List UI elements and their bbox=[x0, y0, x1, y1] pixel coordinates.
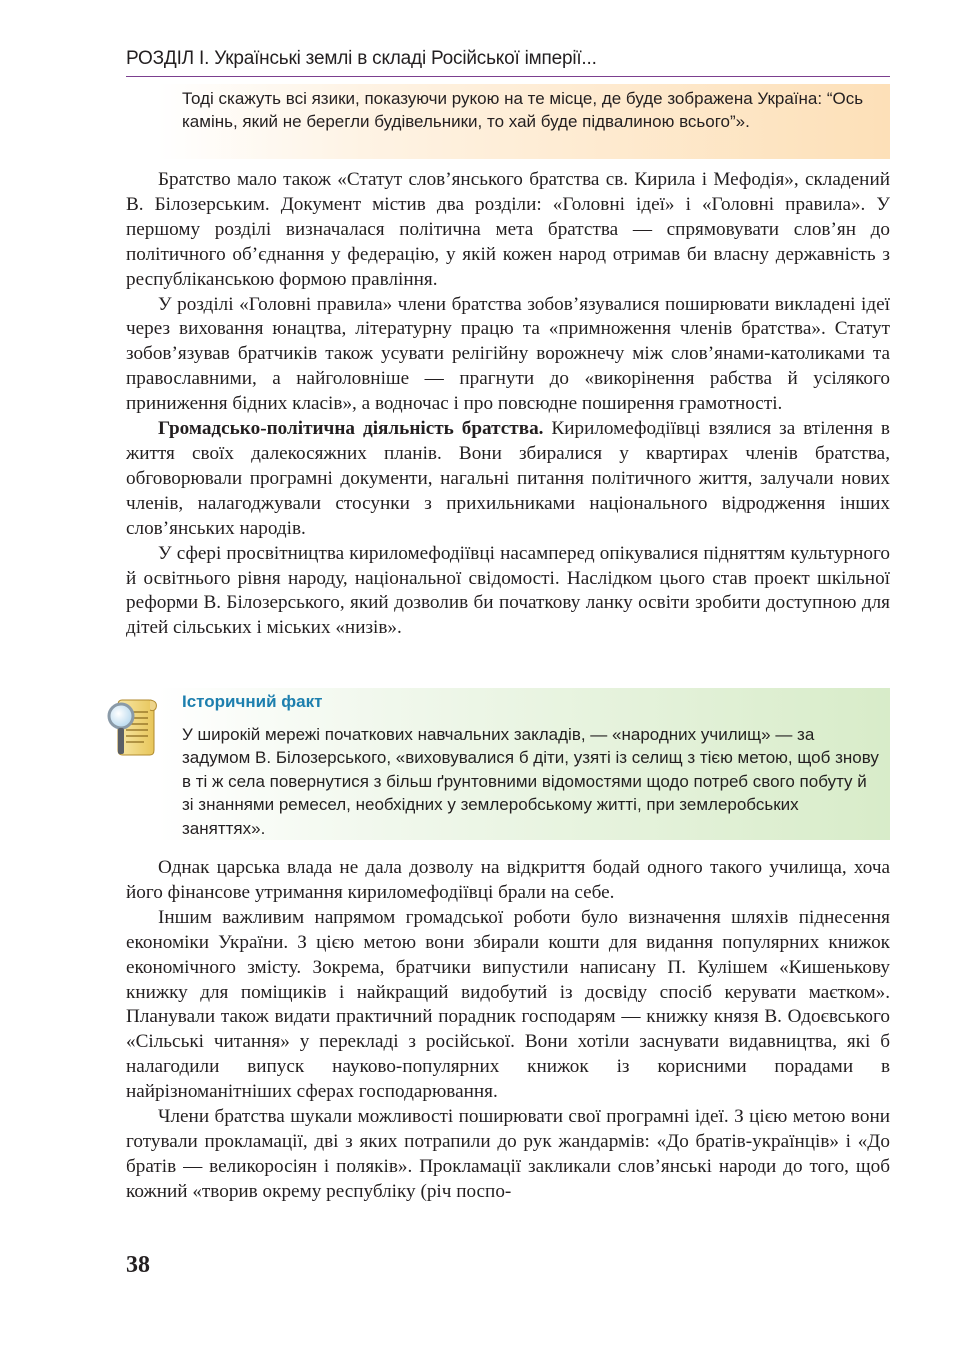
page-number: 38 bbox=[126, 1252, 150, 1278]
historical-fact-text: У широкій мережі початкових навчальних закладів, — «народних училищ» — за задумом В. Білозерського, «виховувалися б діти, узяті із селищ з тією метою, щоб знову в ті ж села повернутися з більш ґрунтовними відомостями щодо потреб свого побуту й зі знаннями ремесел, необхідних у землеробському житті, при землеробських заняттях». bbox=[182, 725, 879, 838]
paragraph: У сфері просвітництва кириломефодіївці насамперед опікувалися підняттям культурного й освітнього рівня народу, національної свідомості. Наслідком цього став проект шкільної реформи В. Білозерського, який дозволив би початкову ланку освіти зробити доступною для дітей сільських і міських «низів». bbox=[126, 542, 890, 639]
body-section-top bbox=[126, 168, 890, 641]
paragraph-lead: Громадсько-політична діяльність братства. bbox=[158, 418, 544, 440]
paragraph-activity bbox=[126, 417, 890, 542]
chapter-header: РОЗДІЛ І. Українські землі в складі Російської імперії... bbox=[126, 48, 597, 69]
header-rule bbox=[126, 76, 890, 77]
quote-text: Тоді скажуть всі язики, показуючи рукою на те місце, де буде зображена Україна: “Ось камінь, який не берегли будівельники, то хай буде підвалиною всього”». bbox=[182, 89, 864, 131]
paragraph-text: Кириломефодіївці взялися за втілення в життя своїх далекосяжних планів. Вони збиралися у квартирах членів братства, обговорювали програмні документи, нагальні питання політичного життя, залучали нових членів, налагоджували стосунки з прихильниками національного відродження інших слов’янських народів. bbox=[126, 418, 890, 539]
scroll-magnifier-icon bbox=[104, 692, 164, 762]
paragraph: Члени братства шукали можливості поширювати свої програмні ідеї. З цією метою вони готували прокламації, дві з яких потрапили до рук жандармів: «До братів-українців» і «До братів — великоросіян і поляків». Прокламації закликали слов’янські народи до того, щоб кожний «творив окрему республіку (річ поспо- bbox=[126, 1106, 890, 1202]
paragraph: Іншим важливим напрямом громадської роботи було визначення шляхів піднесення економіки України. З цією метою вони збирали кошти для видання популярних книжок економічного змісту. Зокрема, братчики випустили написану П. Кулішем «Кишенькову книжку для поміщиків і найкращий видобутий із досвіду спосіб керувати маєтком». Планували також видати практичний порадник господарям — книжку князя В. Одоєвського «Сільські читання» у перекладі з російської. Вони хотіли заснувати видавництва, які б налагодили випуск науково-популярних книжок із корисними порадами в найрізноманітніших сферах господарювання. bbox=[126, 906, 890, 1103]
paragraph: Братство мало також «Статут слов’янського братства св. Кирила і Мефодія», складений В. Білозерським. Документ містив два розділи: «Головні ідеї» і «Головні правила». У першому розділі визначалася політична мета братства — спрямовувати слов’ян до політичного об’єднання у федерацію, у якій кожен народ отримав би власну державність з республіканською формою правління. bbox=[126, 169, 890, 290]
paragraph: Однак царська влада не дала дозволу на відкриття бодай одного такого училища, хоча його фінансове утримання кириломефодіївці брали на себе. bbox=[126, 857, 890, 903]
historical-fact-title: Історичний факт bbox=[182, 692, 323, 711]
paragraph: У розділі «Головні правила» члени братства зобов’язувалися поширювати викладені ідеї через виховання юнацтва, літературну працю та «примноження членів братства». Статут зобов’язував братчиків також усувати релігійну ворожнечу між слов’янами-католиками та православними, а найголовніше — прагнути до «викорінення рабства й усілякого приниження бідних класів», а водночас і про повсюдне поширення грамотності. bbox=[126, 293, 890, 415]
body-section-bottom bbox=[126, 856, 890, 1205]
